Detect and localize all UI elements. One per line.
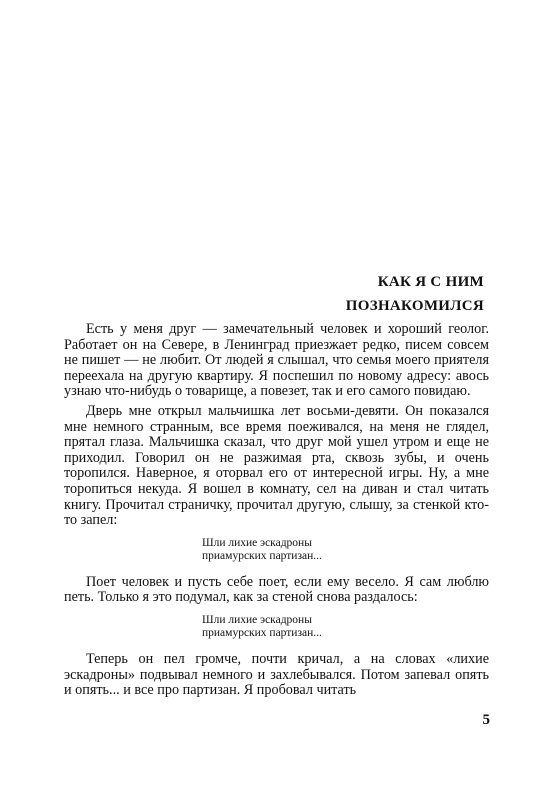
- chapter-title: [346, 270, 484, 318]
- chapter-title-line-2: ПОЗНАКОМИЛСЯ: [345, 298, 484, 314]
- chapter-title-line-1: КАК Я С НИМ: [377, 274, 484, 290]
- paragraph-1: Есть у меня друг — замечательный человек и хороший геолог. Работает он на Севере, в Ленинград приезжает редко, писем совсем не пишет — не любит. От людей я слышал, что семья моего приятеля переехала на другую квартиру. Я поспешил по новому адресу: авось узнаю что-нибудь о товарище, а повезет, так и его самого повидаю.: [64, 321, 489, 400]
- song-verse-1: [64, 537, 489, 563]
- song-verse-2: [64, 614, 489, 640]
- chapter-text: [64, 322, 489, 703]
- paragraph-2: Дверь мне открыл мальчишка лет восьми-девяти. Он показался мне немного странным, все время поеживался, на меня не глядел, прятал глаза. Мальчишка сказал, что друг мой ушел утром и еще не приходил. Говорил он не разжимая рта, сквозь зубы, и очень торопился. Наверное, я оторвал его от интересной игры. Ну, а мне торопиться некуда. Я вошел в комнату, сел на диван и стал читать книгу. Прочитал страничку, прочитал другую, слышу, за стенкой кто-то запел:: [64, 402, 489, 529]
- verse-1-line-1: Шли лихие эскадроны: [202, 536, 312, 549]
- verse-2-line-1: Шли лихие эскадроны: [202, 613, 312, 626]
- paragraph-3: Поет человек и пусть себе поет, если ему весело. Я сам люблю петь. Только я это подумал, как за стеной снова раздалось:: [64, 573, 489, 606]
- paragraph-4: Теперь он пел громче, почти кричал, а на словах «лихие эскадроны» подвывал немного и захлебывался. Потом запевал опять и опять... и все про партизан. Я пробовал читать: [64, 650, 489, 699]
- page-number: 5: [482, 712, 490, 728]
- verse-2-line-2: приамурских партизан...: [202, 626, 322, 639]
- verse-1-line-2: приамурских партизан...: [202, 549, 322, 562]
